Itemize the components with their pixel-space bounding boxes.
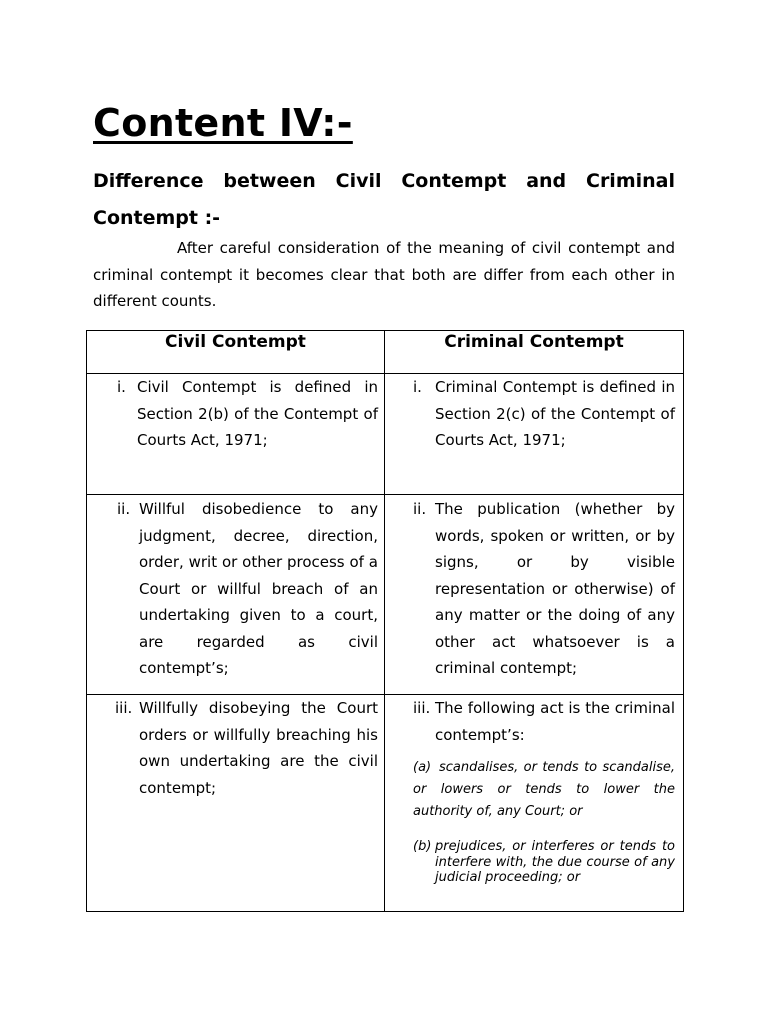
item-text-content: Willful disobedience to any judgment, decree, direction, order, writ or other process of a Court or willful breach of an undertaking given to a court, are regarded as civil contempt’s; [139, 500, 378, 677]
column-header-civil: Civil Contempt [87, 331, 385, 374]
intro-paragraph: After careful consideration of the meaning of civil contempt and criminal contempt it becomes clear that both are differ from each other in different counts. [93, 239, 675, 310]
table-cell-civil [87, 695, 385, 912]
item-number: i. [117, 378, 126, 396]
item-text-content: The following act is the criminal contempt’s: [435, 699, 675, 744]
item-text [137, 374, 378, 454]
table-cell-criminal [385, 374, 684, 495]
sub-item-b [413, 839, 675, 889]
column-header-criminal: Criminal Contempt [385, 331, 684, 374]
table-row [87, 495, 684, 695]
table-header-row [87, 331, 684, 374]
item-number: ii. [117, 500, 131, 518]
table-cell-civil [87, 495, 385, 695]
table-cell-criminal [385, 495, 684, 695]
sub-item-text-content: prejudices, or interferes or tends to interfere with, the due course of any judicial proceeding; or [435, 839, 675, 885]
page-title: Content IV:- [93, 101, 353, 145]
section-heading: Difference between Civil Contempt and Criminal Contempt :- [93, 170, 675, 229]
item-text [435, 496, 675, 682]
sub-item-text [413, 757, 675, 823]
item-text-content: Criminal Contempt is defined in Section 2(c) of the Contempt of Courts Act, 1971; [435, 378, 675, 449]
item-text [435, 695, 675, 748]
item-text-content: Civil Contempt is defined in Section 2(b) of the Contempt of Courts Act, 1971; [137, 378, 378, 449]
item-number: iii. [115, 699, 133, 717]
sub-item-a [413, 757, 675, 827]
sub-item-text [435, 839, 675, 886]
item-number: iii. [413, 699, 431, 717]
item-number: i. [413, 378, 422, 396]
item-text [139, 695, 378, 801]
sub-item-label: (a) [413, 760, 432, 775]
table-row [87, 695, 684, 912]
sub-item-label: (b) [413, 839, 432, 854]
item-text-content: Willfully disobeying the Court orders or willfully breaching his own undertaking are the civil contempt; [139, 699, 378, 797]
item-number: ii. [413, 500, 427, 518]
item-text [139, 496, 378, 682]
table-cell-criminal [385, 695, 684, 912]
comparison-table [86, 330, 684, 912]
item-text [435, 374, 675, 454]
table-cell-civil [87, 374, 385, 495]
table-row [87, 374, 684, 495]
item-text-content: The publication (whether by words, spoken or written, or by signs, or by visible representation or otherwise) of any matter or the doing of any other act whatsoever is a criminal contempt; [435, 500, 675, 677]
sub-item-text-content: scandalises, or tends to scandalise, or lowers or tends to lower the authority of, any Court; or [413, 760, 675, 819]
